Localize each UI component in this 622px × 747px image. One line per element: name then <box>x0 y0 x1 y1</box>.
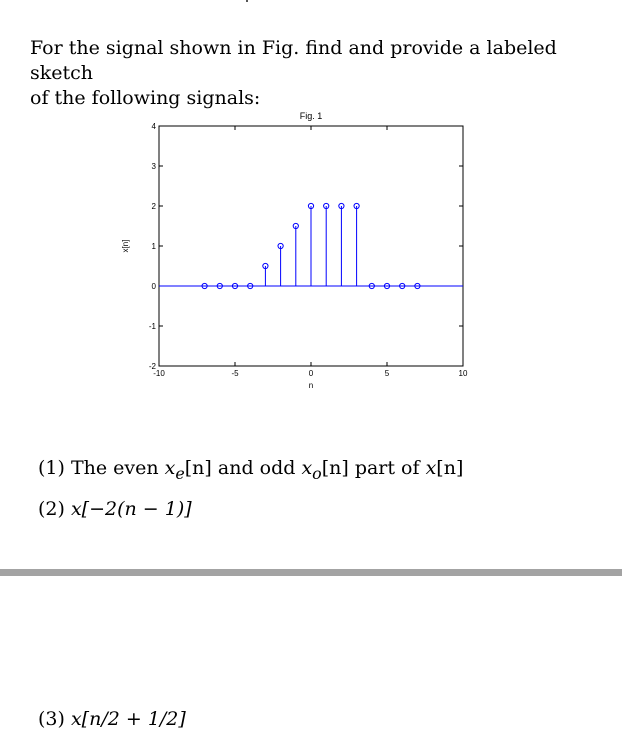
q1-arg-even: [n] <box>184 457 212 479</box>
q1-sub-even: e <box>175 463 185 483</box>
q1-number: (1) <box>38 457 65 479</box>
q1-sub-odd: o <box>312 463 322 483</box>
x-tick-label: 0 <box>308 369 314 378</box>
question-2 <box>38 498 192 520</box>
x-tick-label: 5 <box>384 369 390 378</box>
q1-var-x: x <box>425 457 437 479</box>
q1-arg-x: [n] <box>436 457 464 479</box>
stem-chart <box>110 106 490 396</box>
q3-number: (3) <box>38 708 65 730</box>
y-tick-label: -2 <box>148 362 156 371</box>
y-axis-label: x[n] <box>121 239 130 253</box>
q1-var-even: x <box>164 457 176 479</box>
figure-1 <box>110 106 490 396</box>
y-tick-label: 0 <box>151 282 156 291</box>
y-tick-label: 1 <box>151 242 156 251</box>
q1-text-b: and odd <box>217 457 296 479</box>
q1-arg-odd: [n] <box>321 457 349 479</box>
y-tick-label: -1 <box>148 322 156 331</box>
intro-line-2: of the following signals: <box>30 87 261 109</box>
x-tick-label: 10 <box>458 369 468 378</box>
y-tick-label: 4 <box>151 122 156 131</box>
chart-title: Fig. 1 <box>299 111 323 121</box>
q2-expression: x[−2(n − 1)] <box>70 498 192 520</box>
q1-var-odd: x <box>301 457 313 479</box>
stray-dot <box>246 0 248 2</box>
problem-statement <box>30 36 610 111</box>
y-tick-label: 3 <box>151 162 156 171</box>
q2-number: (2) <box>38 498 65 520</box>
q1-text-c: part of <box>354 457 420 479</box>
y-tick-label: 2 <box>151 202 156 211</box>
q1-text-a: The even <box>70 457 159 479</box>
x-tick-label: -5 <box>231 369 239 378</box>
question-1 <box>38 457 463 483</box>
q3-expression: x[n/2 + 1/2] <box>70 708 186 730</box>
question-3 <box>38 708 186 730</box>
page-separator <box>0 569 622 576</box>
x-tick-label: -10 <box>153 369 165 378</box>
intro-line-1: For the signal shown in Fig. find and provide a labeled sketch <box>30 37 557 84</box>
x-axis-label: n <box>308 381 314 390</box>
